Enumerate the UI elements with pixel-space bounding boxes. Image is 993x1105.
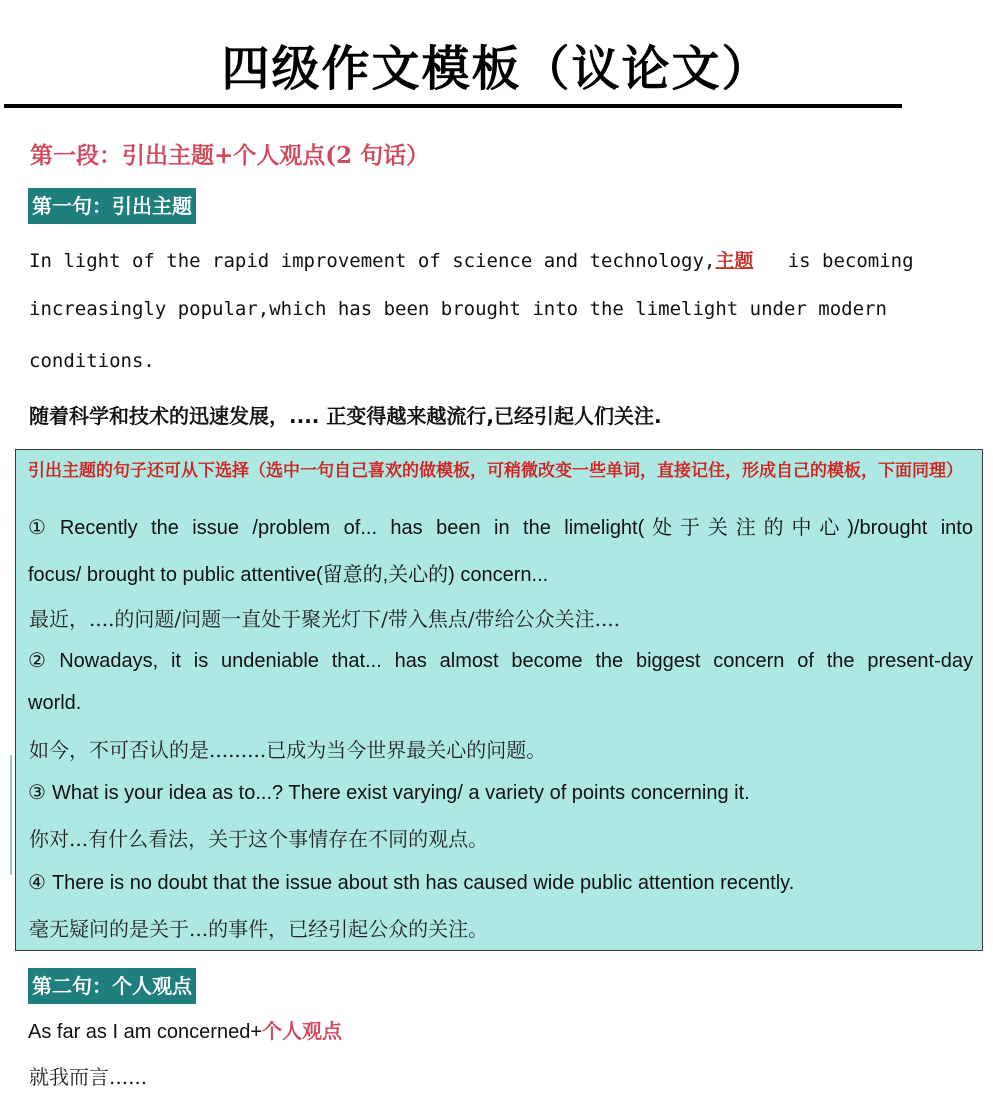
option-1-en-line2: focus/ brought to public attentive(留意的,关心的) concern... [28, 564, 549, 586]
option-4-number: ④ [28, 870, 46, 894]
option-1-cn: 最近，....的问题/问题一直处于聚光灯下/带入焦点/带给公众关注.... [29, 607, 621, 631]
option-2-en-line2: world. [28, 692, 82, 714]
option-4-cn: 毫无疑问的是关于...的事件，已经引起公众的关注。 [29, 917, 489, 941]
sentence1-translation: 随着科学和技术的迅速发展，.... 正变得越来越流行,已经引起人们关注. [29, 404, 662, 428]
option-2-cn: 如今，不可否认的是.........已成为当今世界最关心的问题。 [29, 738, 547, 762]
option-2-number: ② [28, 648, 54, 672]
sentence2-translation: 就我而言...... [29, 1065, 148, 1089]
option-1-number: ① [28, 515, 54, 539]
document-title: 四级作文模板（议论文） [221, 41, 772, 97]
subject-placeholder: 主题 [715, 250, 754, 272]
sentence2-tag: 第二句：个人观点 [28, 968, 196, 1004]
option-3-number: ③ [28, 780, 46, 804]
options-note: 引出主题的句子还可从下选择（选中一句自己喜欢的做模板，可稍微改变一些单词，直接记住，形成自己的模板，下面同理） [28, 461, 963, 481]
option-3-cn: 你对...有什么看法，关于这个事情存在不同的观点。 [29, 827, 489, 851]
title-divider [4, 104, 902, 108]
sentence1-line1-pre: In light of the rapid improvement of science and technology, [29, 250, 716, 272]
option-3-en-line1: ③ What is your idea as to...? There exist varying/ a variety of points concerning it. [28, 780, 750, 804]
sentence2-line-pre: As far as I am concerned+ [28, 1021, 263, 1043]
sentence1-tag: 第一句：引出主题 [28, 188, 196, 224]
sentence1-line1 [29, 246, 914, 273]
option-1-en-line1: ① Recently the issue /problem of... has been in the limelight(处于关注的中心)/brought into [28, 515, 973, 539]
margin-mark [10, 755, 12, 875]
option-4-en-line1: ④ There is no doubt that the issue about sth has caused wide public attention recently. [28, 870, 795, 894]
option-2-en-line1: ② Nowadays, it is undeniable that... has almost become the biggest concern of the present-day [28, 648, 973, 672]
sentence1-line1-post: is becoming [787, 250, 914, 272]
paragraph1-heading: 第一段：引出主题+个人观点(2 句话） [30, 142, 430, 169]
personal-opinion-placeholder: 个人观点 [262, 1019, 343, 1043]
sentence1-line2: increasingly popular,which has been brought into the limelight under modern [29, 298, 887, 320]
sentence2-line [28, 1015, 342, 1044]
sentence1-line3: conditions. [29, 350, 155, 372]
